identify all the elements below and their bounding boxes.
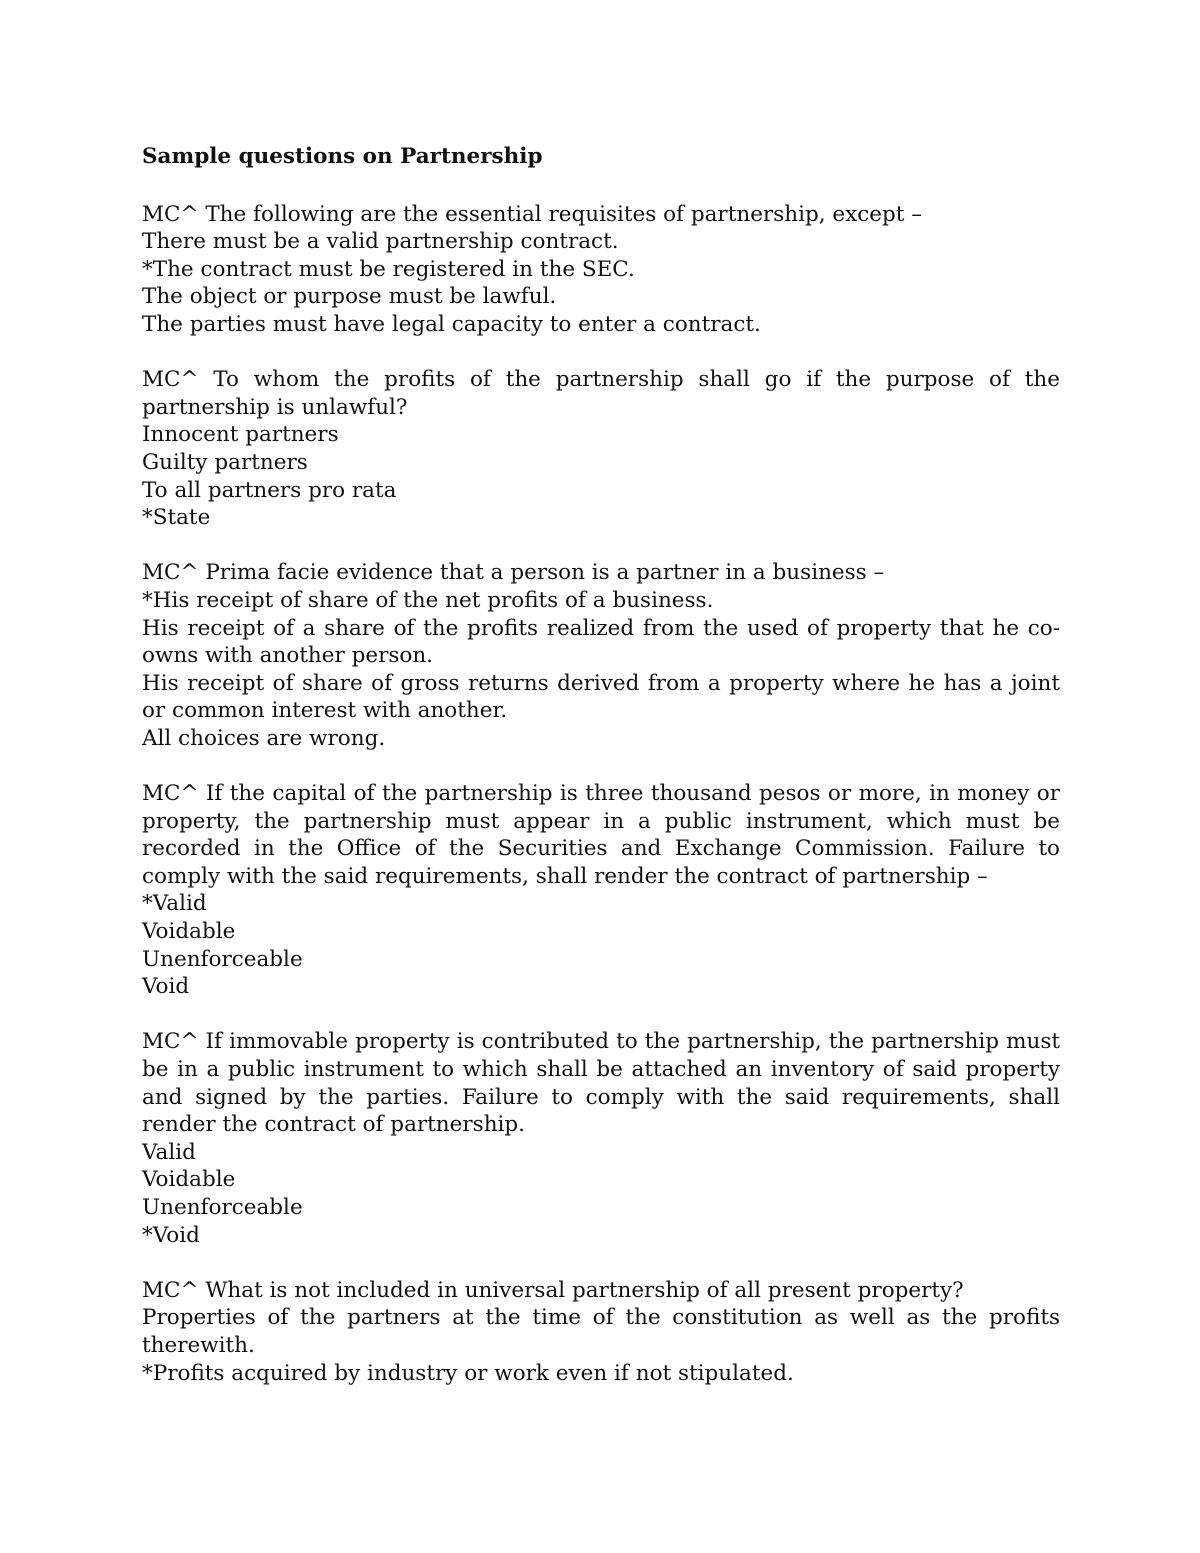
answer-choice: All choices are wrong. (142, 725, 386, 751)
question-stem: MC^ If the capital of the partnership is three thousand pesos or more, in money or property, the partnership must appear in a public instrument, which must be recorded in the Office of the Securities and Exchange Commission. Failure to comply with the said requirements, shall render the contract of partnership – (142, 781, 1060, 889)
document-title: Sample questions on Partnership (142, 144, 543, 169)
question-2 (142, 366, 1060, 532)
question-4 (142, 780, 1060, 1001)
answer-choice: His receipt of a share of the profits realized from the used of property that he co-owns with another person. (142, 615, 1060, 669)
question-6 (142, 1277, 1060, 1387)
answer-choice: *State (142, 505, 211, 531)
question-stem: MC^ If immovable property is contributed to the partnership, the partnership must be in a public instrument to which shall be attached an inventory of said property and signed by the parties. Failure to comply with the said requirements, shall render the contract of partnership. (142, 1029, 1060, 1138)
answer-choice: *His receipt of share of the net profits of a business. (142, 587, 714, 613)
answer-choice: *The contract must be registered in the SEC. (142, 256, 635, 282)
answer-choice: *Profits acquired by industry or work even if not stipulated. (142, 1360, 794, 1386)
answer-choice: Voidable (142, 919, 236, 945)
document-page (142, 140, 1060, 1415)
answer-choice: Guilty partners (142, 449, 308, 475)
answer-choice: Void (142, 974, 190, 1000)
answer-choice: The parties must have legal capacity to enter a contract. (142, 311, 761, 337)
question-5 (142, 1028, 1060, 1249)
question-stem: MC^ What is not included in universal partnership of all present property? (142, 1277, 964, 1303)
answer-choice: Properties of the partners at the time of the constitution as well as the profits therewith. (142, 1305, 1060, 1358)
question-stem: MC^ To whom the profits of the partnership shall go if the purpose of the partnership is unlawful? (142, 367, 1060, 420)
question-3 (142, 559, 1060, 752)
answer-choice: Unenforceable (142, 1194, 303, 1220)
answer-choice: His receipt of share of gross returns derived from a property where he has a joint or common interest with another. (142, 670, 1060, 724)
question-1 (142, 201, 1060, 339)
answer-choice: Unenforceable (142, 946, 303, 972)
answer-choice: Valid (142, 1139, 196, 1165)
answer-choice: *Void (142, 1222, 200, 1248)
answer-choice: Innocent partners (142, 422, 339, 448)
answer-choice: Voidable (142, 1167, 236, 1193)
question-stem: MC^ The following are the essential requisites of partnership, except – (142, 201, 922, 227)
answer-choice: To all partners pro rata (142, 477, 397, 503)
answer-choice: There must be a valid partnership contract. (142, 229, 619, 255)
answer-choice: *Valid (142, 891, 207, 917)
answer-choice: The object or purpose must be lawful. (142, 284, 557, 310)
question-stem: MC^ Prima facie evidence that a person is a partner in a business – (142, 560, 885, 586)
